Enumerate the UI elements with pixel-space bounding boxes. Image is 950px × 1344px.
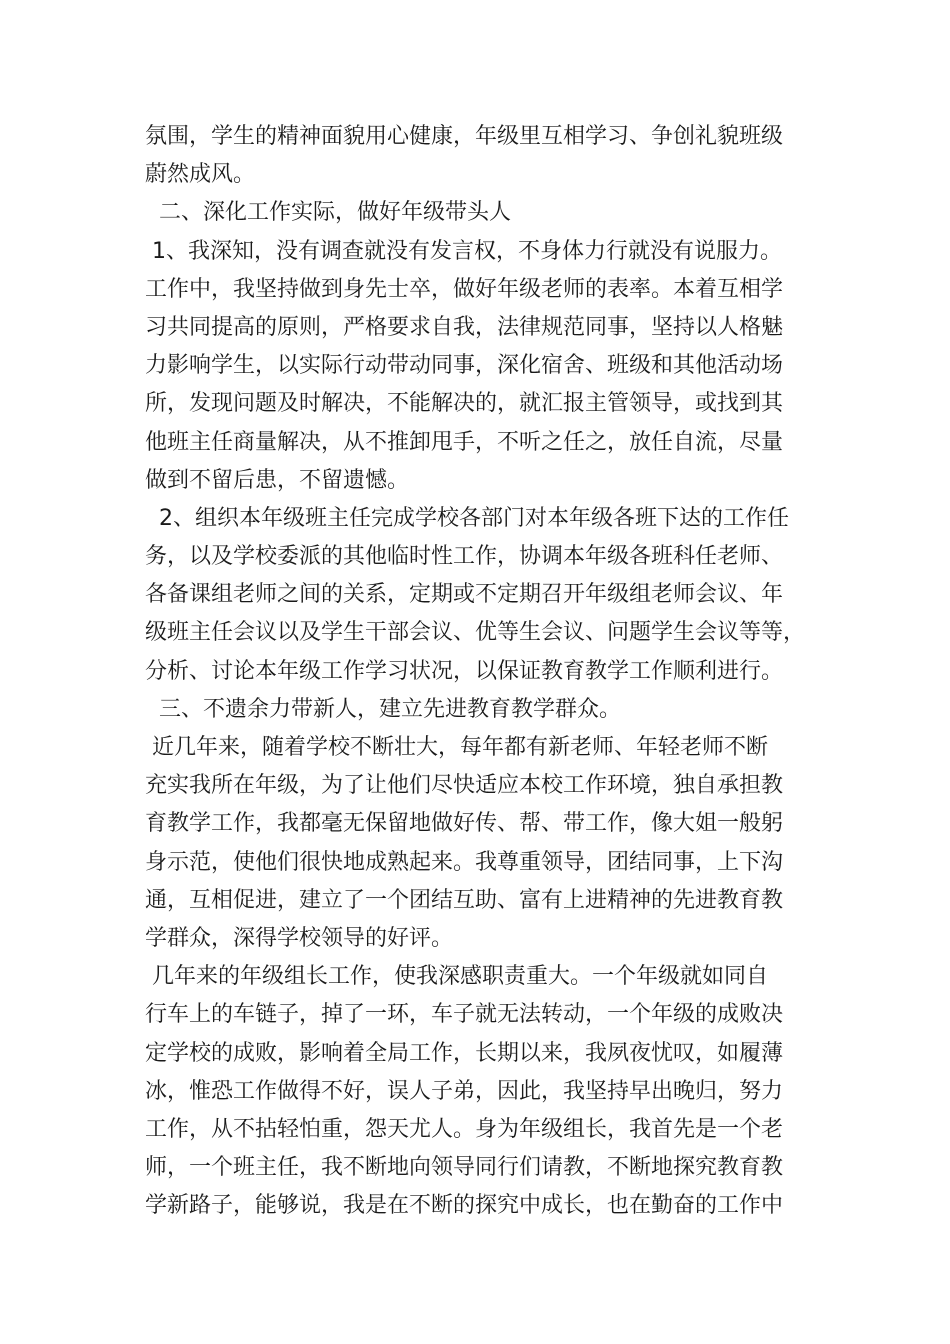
section-heading: 三、不遗余力带新人，建立先进教育教学群众。	[145, 696, 621, 722]
document-body	[145, 118, 825, 1225]
text-line: 习共同提高的原则，严格要求自我，法律规范同事，坚持以人格魅	[145, 314, 784, 340]
text-line: 蔚然成风。	[145, 162, 256, 188]
text-line: 分析、讨论本年级工作学习状况，以保证教育教学工作顺利进行。	[145, 658, 784, 684]
text-line: 定学校的成败，影响着全局工作，长期以来，我夙夜忧叹，如履薄	[145, 1040, 784, 1066]
text-line: 务，以及学校委派的其他临时性工作，协调本年级各班科任老师、	[145, 544, 784, 570]
text-line: 充实我所在年级，为了让他们尽快适应本校工作环境，独自承担教	[145, 773, 784, 799]
text-line: 工作中，我坚持做到身先士卒，做好年级老师的表率。本着互相学	[145, 276, 784, 302]
text-line: 冰，惟恐工作做得不好，误人子弟，因此，我坚持早出晚归，努力	[145, 1078, 784, 1104]
text-line: 他班主任商量解决，从不推卸甩手，不听之任之，放任自流，尽量	[145, 429, 784, 455]
text-line: 行车上的车链子，掉了一环，车子就无法转动，一个年级的成败决	[145, 1002, 784, 1028]
text-line: 级班主任会议以及学生干部会议、优等生会议、问题学生会议等等，	[145, 620, 806, 646]
text-line: 工作，从不拈轻怕重，怨天尤人。身为年级组长，我首先是一个老	[145, 1116, 784, 1142]
text-line: 师，一个班主任，我不断地向领导同行们请教，不断地探究教育教	[145, 1155, 784, 1181]
text-line: 力影响学生，以实际行动带动同事，深化宿舍、班级和其他活动场	[145, 353, 784, 379]
text-line: 学群众，深得学校领导的好评。	[145, 925, 454, 951]
text-line: 做到不留后患，不留遗憾。	[145, 467, 410, 493]
text-line: 2、组织本年级班主任完成学校各部门对本年级各班下达的工作任	[145, 505, 789, 531]
text-line: 1、我深知，没有调查就没有发言权，不身体力行就没有说服力。	[145, 238, 782, 264]
text-line: 身示范，使他们很快地成熟起来。我尊重领导，团结同事，上下沟	[145, 849, 784, 875]
text-line: 近几年来，随着学校不断壮大，每年都有新老师、年轻老师不断	[145, 735, 768, 760]
text-line: 各备课组老师之间的关系，定期或不定期召开年级组老师会议、年	[145, 582, 784, 608]
text-line: 所，发现问题及时解决，不能解决的，就汇报主管领导，或找到其	[145, 391, 784, 417]
section-heading: 二、深化工作实际，做好年级带头人	[145, 200, 511, 226]
text-line: 几年来的年级组长工作，使我深感职责重大。一个年级就如同自	[145, 964, 768, 990]
text-line: 学新路子，能够说，我是在不断的探究中成长，也在勤奋的工作中	[145, 1193, 784, 1219]
text-line: 氛围，学生的精神面貌用心健康，年级里互相学习、争创礼貌班级	[145, 124, 784, 149]
text-line: 育教学工作，我都毫无保留地做好传、帮、带工作，像大姐一般躬	[145, 811, 784, 837]
text-line: 通，互相促进，建立了一个团结互助、富有上进精神的先进教育教	[145, 887, 784, 913]
